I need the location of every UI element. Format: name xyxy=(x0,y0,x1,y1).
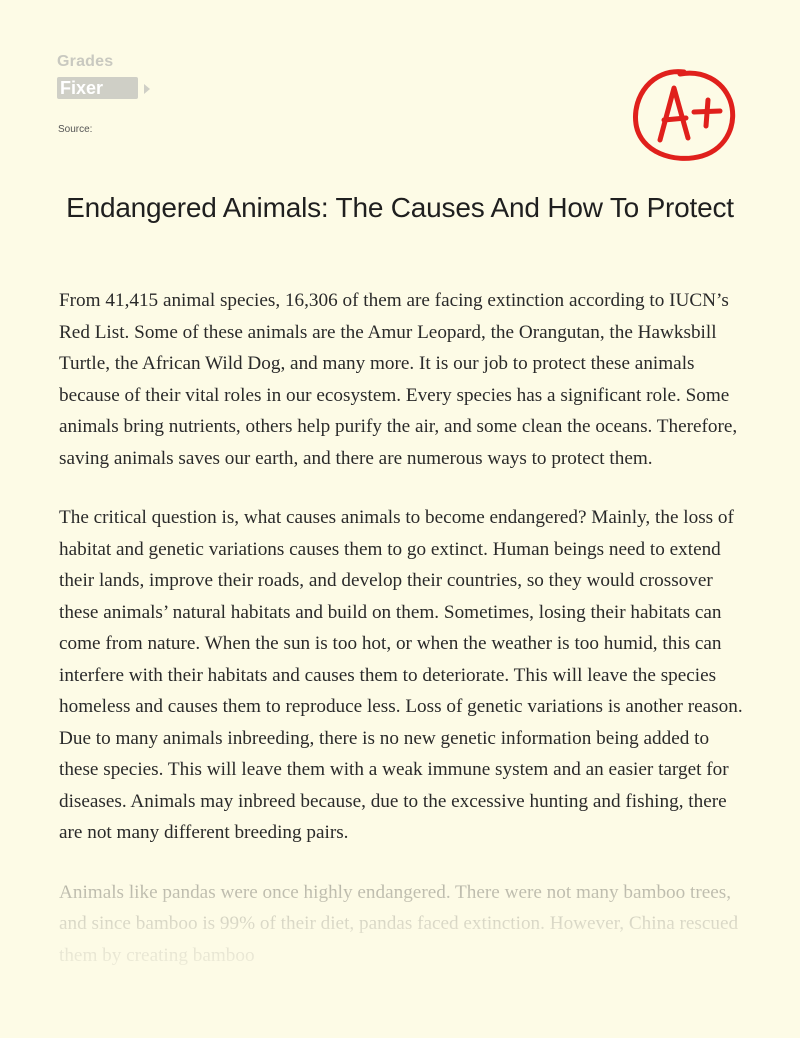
logo-arrow-icon xyxy=(144,84,150,94)
source-label: Source: xyxy=(58,124,93,135)
essay-paragraph-1: From 41,415 animal species, 16,306 of them are facing extinction according to IUCN’s Red List. Some of these animals are the Amur Leopard, the Orangutan, the Hawksbill Turtle, the African Wild Dog, and many more. It is our job to protect these animals because of their vital roles in our ecosystem. Every species has a significant role. Some animals bring nutrients, others help purify the air, and some clean the oceans. Therefore, saving animals saves our earth, and there are numerous ways to protect them. xyxy=(59,290,738,469)
logo-box xyxy=(57,77,138,99)
gradesfixer-logo[interactable] xyxy=(57,53,157,103)
logo-text-bottom: Fixer xyxy=(60,78,104,98)
content-fade-overlay xyxy=(0,868,800,1038)
essay-title: Endangered Animals: The Causes And How To Protect xyxy=(66,192,734,223)
logo-text-top: Grades xyxy=(57,53,114,70)
a-plus-grade-stamp xyxy=(622,62,742,167)
essay-paragraph-2: The critical question is, what causes animals to become endangered? Mainly, the loss of habitat and genetic variations causes them to go extinct. Human beings need to extend their lands, improve their roads, and develop their countries, so they would crossover these animals’ natural habitats and build on them. Sometimes, losing their habitats can come from nature. When the sun is too hot, or when the weather is too humid, this can interfere with their habitats and causes them to deteriorate. This will leave the species homeless and causes them to reproduce less. Loss of genetic variations is another reason. Due to many animals inbreeding, there is no new genetic information being added to these species. This will leave them with a weak immune system and an easier target for diseases. Animals may inbreed because, due to the excessive hunting and fishing, there are not many different breeding pairs. xyxy=(59,507,743,843)
